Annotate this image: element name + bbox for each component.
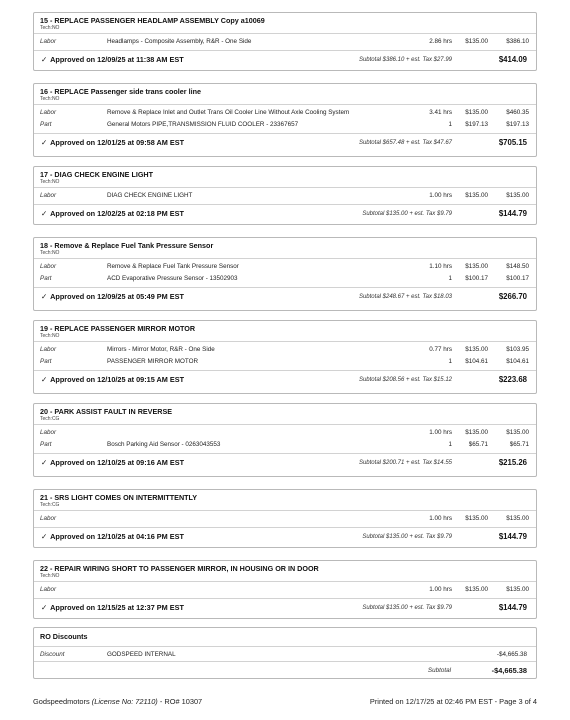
line-total: $135.00 — [506, 515, 529, 522]
line-qty: 3.41 hrs — [429, 109, 452, 116]
job-subtotal: Subtotal $200.71 + est. Tax $14.55 — [358, 460, 452, 466]
job-tech: Tech:NO — [40, 573, 60, 579]
line-type: Labor — [40, 586, 57, 593]
line-desc: Bosch Parking Aid Sensor - 0263043553 — [107, 441, 221, 448]
job-card — [33, 83, 537, 157]
line-type: Labor — [40, 109, 57, 116]
job-subtotal: Subtotal $248.67 + est. Tax $18.03 — [358, 294, 452, 300]
job-subtotal: Subtotal $135.00 + est. Tax $9.79 — [362, 605, 452, 611]
line-qty: 2.86 hrs — [429, 38, 452, 45]
line-total: $460.35 — [506, 109, 529, 116]
check-icon: ✓ — [41, 532, 48, 541]
line-item — [34, 344, 536, 356]
line-desc: Mirrors - Mirror Motor, R&R - One Side — [107, 346, 215, 353]
ro-number: - RO# 10307 — [159, 697, 203, 706]
job-card — [33, 166, 537, 225]
line-desc: Headlamps - Composite Assembly, R&R - One Side — [107, 38, 252, 45]
job-card — [33, 12, 537, 71]
line-item — [34, 584, 536, 596]
approval-status — [41, 205, 184, 223]
line-item — [34, 261, 536, 273]
line-rate: $135.00 — [465, 263, 488, 270]
approval-status — [41, 288, 184, 306]
line-type: Part — [40, 275, 52, 282]
line-total: $104.61 — [506, 358, 529, 365]
approval-status — [41, 528, 184, 546]
ro-discounts-section — [33, 627, 537, 679]
line-desc: General Motors PIPE,TRANSMISSION FLUID COOLER - 23367657 — [107, 121, 299, 128]
job-title: 16 - REPLACE Passenger side trans cooler line — [40, 87, 201, 96]
job-grand-total: $144.79 — [498, 209, 527, 218]
job-card — [33, 237, 537, 311]
job-title: 17 - DIAG CHECK ENGINE LIGHT — [40, 170, 154, 179]
approval-status — [41, 51, 184, 69]
line-qty: 1.00 hrs — [429, 192, 452, 199]
line-desc: ACD Evaporative Pressure Sensor - 13502903 — [107, 275, 238, 282]
line-item — [34, 107, 536, 119]
check-icon: ✓ — [41, 603, 48, 612]
discount-row — [34, 646, 536, 661]
check-icon: ✓ — [41, 458, 48, 467]
job-card — [33, 489, 537, 548]
line-rate: $104.61 — [465, 358, 488, 365]
line-rate: $197.13 — [465, 121, 488, 128]
approval-text: Approved on 12/02/25 at 02:18 PM EST — [50, 209, 184, 218]
line-rate: $100.17 — [465, 275, 488, 282]
line-total: $100.17 — [506, 275, 529, 282]
line-type: Part — [40, 358, 52, 365]
job-subtotal: Subtotal $208.56 + est. Tax $15.12 — [358, 377, 452, 383]
job-tech: Tech:NO — [40, 333, 60, 339]
line-qty: 1.00 hrs — [429, 515, 452, 522]
line-type: Labor — [40, 263, 57, 270]
job-grand-total: $223.68 — [498, 375, 527, 384]
line-rate: $135.00 — [465, 109, 488, 116]
approval-text: Approved on 12/10/25 at 04:16 PM EST — [50, 532, 184, 541]
job-tech: Tech:NO — [40, 179, 60, 185]
job-title: 15 - REPLACE PASSENGER HEADLAMP ASSEMBLY Copy a10069 — [40, 16, 265, 25]
job-title: 21 - SRS LIGHT COMES ON INTERMITTENTLY — [40, 493, 198, 502]
approval-text: Approved on 12/09/25 at 11:38 AM EST — [50, 55, 184, 64]
job-tech: Tech:NO — [40, 250, 60, 256]
job-card — [33, 560, 537, 619]
discount-subtotal-label: Subtotal — [427, 667, 451, 674]
line-total: $65.71 — [509, 441, 529, 448]
job-grand-total: $705.15 — [498, 138, 527, 147]
line-type: Labor — [40, 192, 57, 199]
line-type: Labor — [40, 515, 57, 522]
approval-status — [41, 599, 184, 617]
line-total: $135.00 — [506, 192, 529, 199]
approval-status — [41, 454, 184, 472]
line-qty: 0.77 hrs — [429, 346, 452, 353]
line-qty: 1.00 hrs — [429, 586, 452, 593]
line-total: $386.10 — [506, 38, 529, 45]
line-desc: Remove & Replace Inlet and Outlet Trans Oil Cooler Line Without Axle Cooling System — [107, 109, 350, 116]
check-icon: ✓ — [41, 55, 48, 64]
job-subtotal: Subtotal $135.00 + est. Tax $9.79 — [362, 211, 452, 217]
job-subtotal: Subtotal $386.10 + est. Tax $27.99 — [358, 57, 452, 63]
line-type: Labor — [40, 38, 57, 45]
license-number: (License No: 72110) — [91, 697, 158, 706]
approval-text: Approved on 12/15/25 at 12:37 PM EST — [50, 603, 184, 612]
line-total: $197.13 — [506, 121, 529, 128]
line-type: Labor — [40, 346, 57, 353]
approval-text: Approved on 12/01/25 at 09:58 AM EST — [50, 138, 185, 147]
line-total: $135.00 — [506, 429, 529, 436]
line-desc: PASSENGER MIRROR MOTOR — [107, 358, 199, 365]
check-icon: ✓ — [41, 375, 48, 384]
job-card — [33, 403, 537, 477]
line-total: $148.50 — [506, 263, 529, 270]
line-desc: Remove & Replace Fuel Tank Pressure Sensor — [107, 263, 239, 270]
check-icon: ✓ — [41, 138, 48, 147]
line-qty: 1 — [448, 121, 452, 128]
line-qty: 1 — [448, 358, 452, 365]
line-rate: $135.00 — [465, 515, 488, 522]
line-desc: DIAG CHECK ENGINE LIGHT — [107, 192, 193, 199]
line-item — [34, 119, 536, 131]
job-tech: Tech:NO — [40, 25, 60, 31]
check-icon: ✓ — [41, 209, 48, 218]
check-icon: ✓ — [41, 292, 48, 301]
line-item — [34, 439, 536, 451]
line-qty: 1 — [448, 275, 452, 282]
line-total: $135.00 — [506, 586, 529, 593]
discount-value: -$4,665.38 — [496, 651, 527, 658]
discount-subtotal-value: -$4,665.38 — [491, 666, 527, 675]
line-type: Part — [40, 121, 52, 128]
job-card — [33, 320, 537, 394]
discount-desc: GODSPEED INTERNAL — [107, 651, 176, 658]
job-grand-total: $266.70 — [498, 292, 527, 301]
job-list — [33, 12, 537, 619]
approval-text: Approved on 12/10/25 at 09:15 AM EST — [50, 375, 185, 384]
job-tech: Tech:NO — [40, 96, 60, 102]
job-grand-total: $144.79 — [498, 532, 527, 541]
job-grand-total: $144.79 — [498, 603, 527, 612]
job-title: 20 - PARK ASSIST FAULT IN REVERSE — [40, 407, 173, 416]
line-item — [34, 513, 536, 525]
line-item — [34, 273, 536, 285]
job-title: 18 - Remove & Replace Fuel Tank Pressure Sensor — [40, 241, 214, 250]
discount-subtotal-row — [34, 661, 536, 679]
line-rate: $135.00 — [465, 38, 488, 45]
line-type: Labor — [40, 429, 57, 436]
job-grand-total: $215.26 — [498, 458, 527, 467]
line-qty: 1 — [448, 441, 452, 448]
job-subtotal: Subtotal $657.48 + est. Tax $47.67 — [358, 140, 452, 146]
line-item — [34, 356, 536, 368]
job-tech: Tech:CG — [40, 502, 60, 508]
line-item — [34, 190, 536, 202]
discounts-title: RO Discounts — [40, 632, 88, 641]
approval-text: Approved on 12/09/25 at 05:49 PM EST — [50, 292, 184, 301]
line-rate: $135.00 — [465, 586, 488, 593]
line-rate: $65.71 — [468, 441, 488, 448]
footer-shop-info — [33, 697, 202, 706]
approval-status — [41, 371, 184, 389]
approval-text: Approved on 12/10/25 at 09:16 AM EST — [50, 458, 185, 467]
line-total: $103.95 — [506, 346, 529, 353]
job-tech: Tech:CG — [40, 416, 60, 422]
line-item — [34, 36, 536, 48]
discount-type: Discount — [40, 651, 65, 658]
job-grand-total: $414.09 — [498, 55, 527, 64]
job-title: 19 - REPLACE PASSENGER MIRROR MOTOR — [40, 324, 196, 333]
approval-status — [41, 134, 184, 152]
line-rate: $135.00 — [465, 346, 488, 353]
line-qty: 1.00 hrs — [429, 429, 452, 436]
job-title: 22 - REPAIR WIRING SHORT TO PASSENGER MIRROR, IN HOUSING OR IN DOOR — [40, 564, 319, 573]
line-item — [34, 427, 536, 439]
job-subtotal: Subtotal $135.00 + est. Tax $9.79 — [362, 534, 452, 540]
line-rate: $135.00 — [465, 429, 488, 436]
line-qty: 1.10 hrs — [429, 263, 452, 270]
print-info: Printed on 12/17/25 at 02:46 PM EST - Page 3 of 4 — [369, 697, 537, 706]
shop-name: Godspeedmotors — [33, 697, 90, 706]
line-type: Part — [40, 441, 52, 448]
line-rate: $135.00 — [465, 192, 488, 199]
